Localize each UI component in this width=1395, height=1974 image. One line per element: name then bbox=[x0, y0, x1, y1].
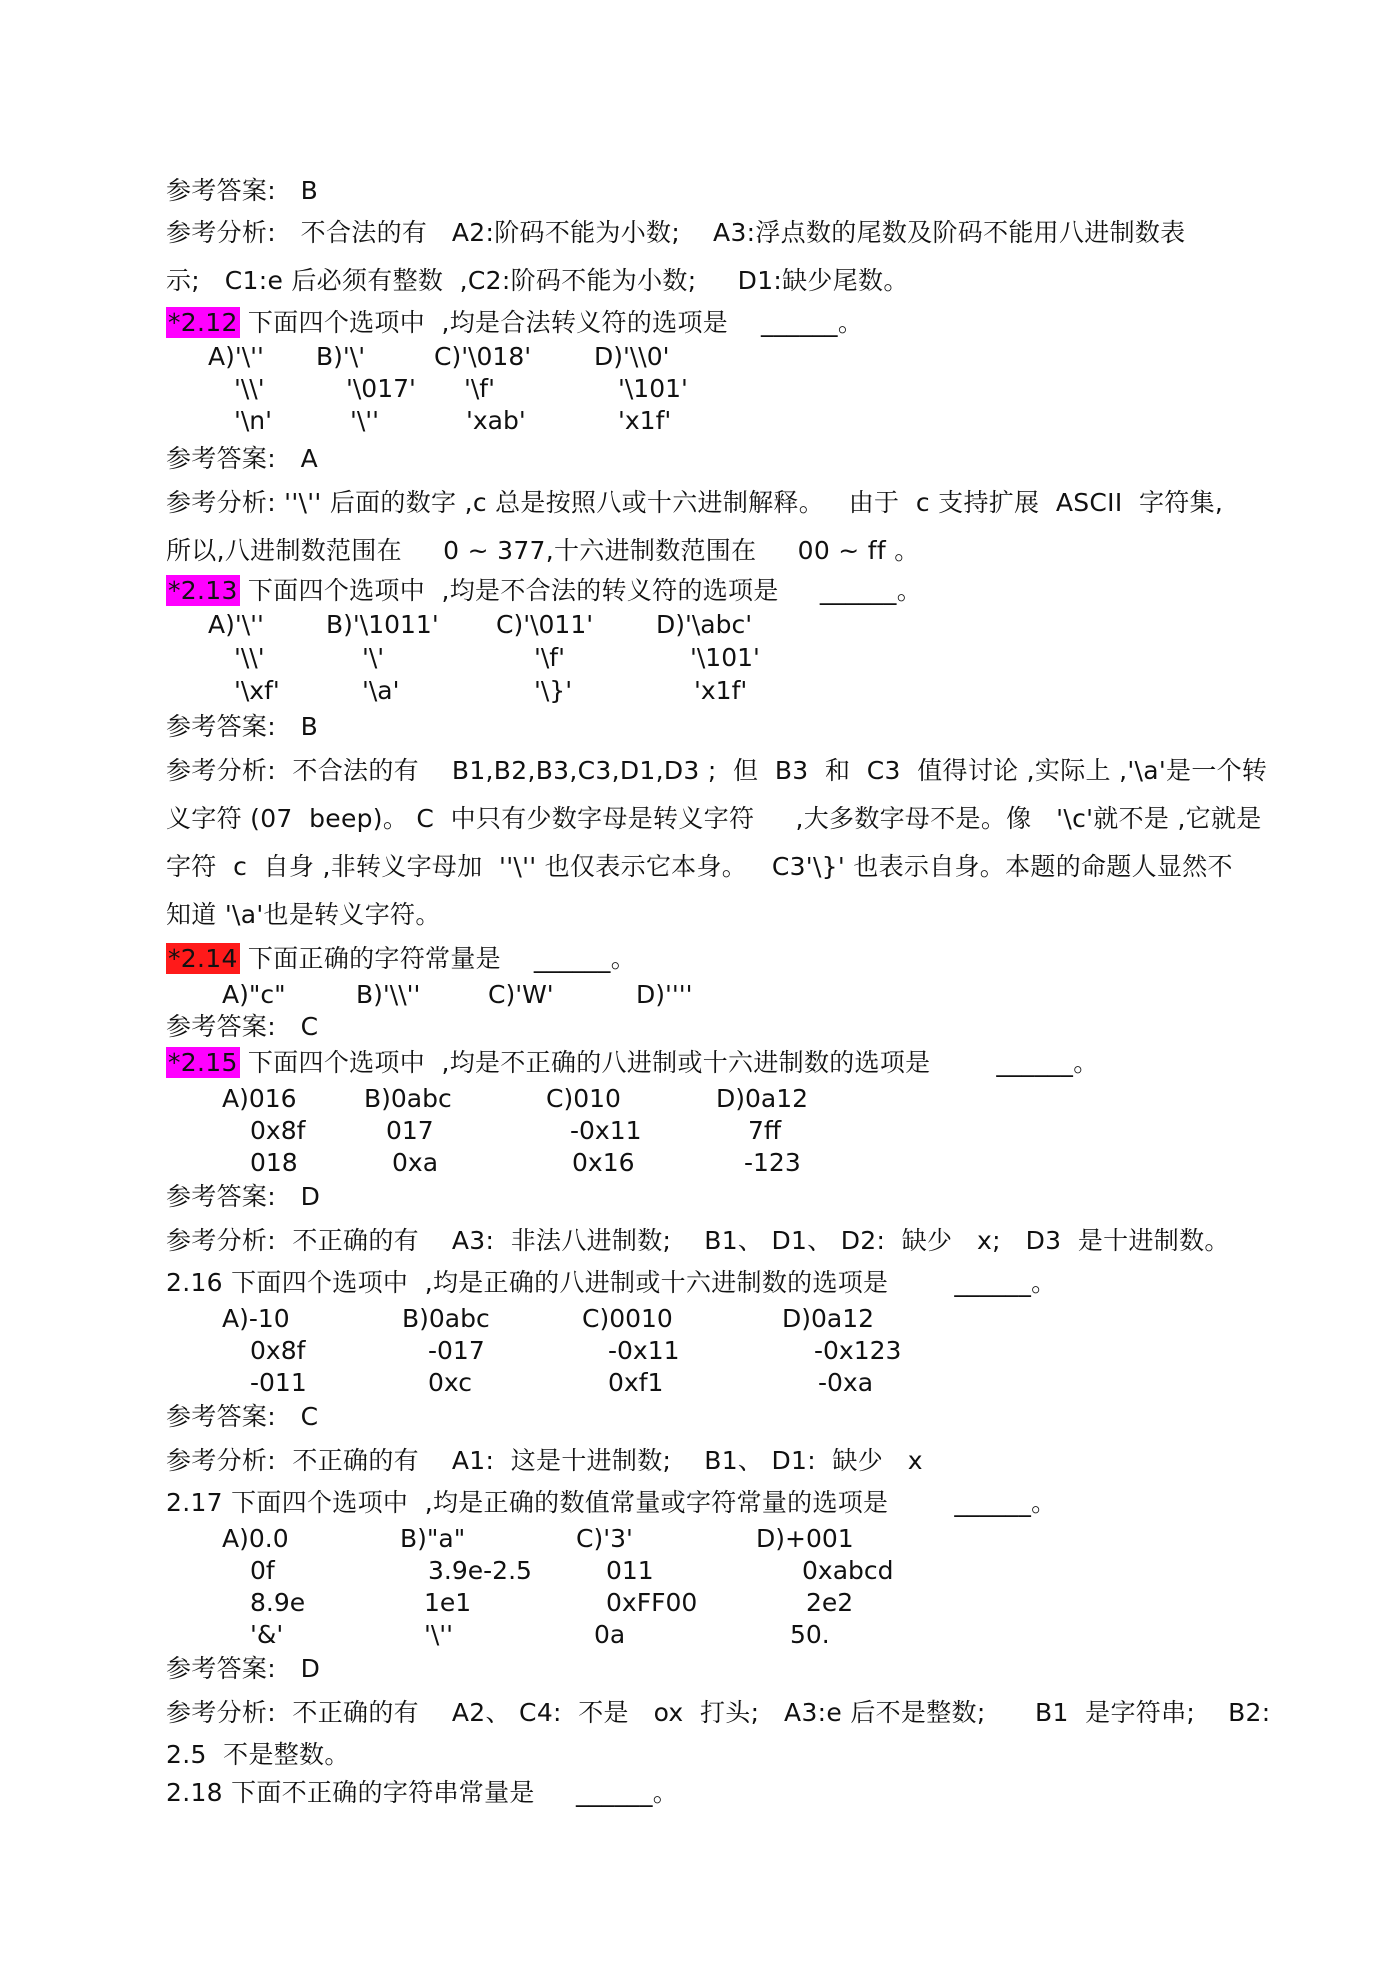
option-cell: 0xFF00 bbox=[606, 1588, 698, 1617]
option-cell: '\n' bbox=[234, 406, 273, 435]
option-cell: D)0a12 bbox=[716, 1084, 809, 1113]
option-cell: -011 bbox=[250, 1368, 307, 1397]
option-cell: '\f' bbox=[464, 374, 495, 403]
option-cell: A)'\'' bbox=[208, 610, 264, 639]
analysis-line: 参考分析: 不合法的有 B1,B2,B3,C3,D1,D3 ; 但 B3 和 C3 值得讨论 ,实际上 ,'\a'是一个转 bbox=[166, 756, 1268, 785]
question-text: 下面正确的字符常量是 ______。 bbox=[239, 944, 637, 973]
option-cell: D)0a12 bbox=[782, 1304, 875, 1333]
option-cell: B)'\' bbox=[316, 342, 366, 371]
option-cell: A)0.0 bbox=[222, 1524, 289, 1553]
option-cell: '\'' bbox=[350, 406, 380, 435]
analysis-line: 2.5 不是整数。 bbox=[166, 1740, 350, 1769]
question-2-17: 2.17 下面四个选项中 ,均是正确的数值常量或字符常量的选项是 ______。 bbox=[166, 1488, 1057, 1517]
question-number-highlight: *2.15 bbox=[168, 1048, 238, 1077]
option-cell: D)'\abc' bbox=[656, 610, 753, 639]
option-cell: 018 bbox=[250, 1148, 298, 1177]
analysis-line: 参考分析: 不正确的有 A2、 C4: 不是 ox 打头; A3:e 后不是整数; B1 是字符串; B2: bbox=[166, 1698, 1271, 1727]
answer-line: 参考答案: C bbox=[166, 1012, 319, 1041]
option-cell: '\\' bbox=[234, 374, 265, 403]
option-cell: B)0abc bbox=[364, 1084, 452, 1113]
option-cell: '\\' bbox=[234, 643, 265, 672]
option-cell: A)"c" bbox=[222, 980, 286, 1009]
option-cell: 011 bbox=[606, 1556, 654, 1585]
option-cell: '&' bbox=[250, 1620, 284, 1649]
answer-line: 参考答案: D bbox=[166, 1654, 321, 1683]
option-cell: -0x123 bbox=[814, 1336, 902, 1365]
option-cell: C)'W' bbox=[488, 980, 554, 1009]
option-cell: '\101' bbox=[690, 643, 760, 672]
question-text: 下面四个选项中 ,均是不正确的八进制或十六进制数的选项是 ______。 bbox=[239, 1048, 1099, 1077]
option-cell: 'x1f' bbox=[694, 676, 748, 705]
question-2-13 bbox=[166, 576, 922, 606]
option-cell: 0a bbox=[594, 1620, 626, 1649]
option-cell: '\' bbox=[362, 643, 385, 672]
option-cell: B)0abc bbox=[402, 1304, 490, 1333]
option-cell: C)010 bbox=[546, 1084, 621, 1113]
analysis-line: 字符 c 自身 ,非转义字母加 ''\'' 也仅表示它本身。 C3'\}' 也表示自身。本题的命题人显然不 bbox=[166, 852, 1233, 881]
analysis-line: 示; C1:e 后必须有整数 ,C2:阶码不能为小数; D1:缺少尾数。 bbox=[166, 266, 909, 295]
question-2-18: 2.18 下面不正确的字符串常量是 ______。 bbox=[166, 1778, 679, 1807]
option-cell: -0x11 bbox=[570, 1116, 642, 1145]
option-cell: 0f bbox=[250, 1556, 275, 1585]
option-cell: C)0010 bbox=[582, 1304, 673, 1333]
option-cell: 0x16 bbox=[572, 1148, 635, 1177]
answer-line: 参考答案: B bbox=[166, 712, 319, 741]
option-cell: A)-10 bbox=[222, 1304, 290, 1333]
analysis-line: 所以,八进制数范围在 0 ~ 377,十六进制数范围在 00 ~ ff 。 bbox=[166, 536, 920, 565]
option-cell: -0xa bbox=[818, 1368, 874, 1397]
analysis-line: 参考分析: 不正确的有 A1: 这是十进制数; B1、 D1: 缺少 x bbox=[166, 1446, 923, 1475]
option-cell: '\}' bbox=[534, 676, 573, 705]
question-2-15 bbox=[166, 1048, 1099, 1078]
option-cell: D)'''' bbox=[636, 980, 693, 1009]
question-number-highlight: *2.14 bbox=[168, 944, 238, 973]
question-2-12 bbox=[166, 308, 863, 338]
option-cell: 'x1f' bbox=[618, 406, 672, 435]
option-cell: C)'\018' bbox=[434, 342, 532, 371]
option-cell: 017 bbox=[386, 1116, 434, 1145]
option-cell: B)'\1011' bbox=[326, 610, 439, 639]
question-text: 下面四个选项中 ,均是不合法的转义符的选项是 ______。 bbox=[239, 576, 922, 605]
question-text: 下面四个选项中 ,均是合法转义符的选项是 ______。 bbox=[239, 308, 864, 337]
analysis-line: 义字符 (07 beep)。 C 中只有少数字母是转义字符 ,大多数字母不是。像 '\c'就不是 ,它就是 bbox=[166, 804, 1262, 833]
option-cell: 0xf1 bbox=[608, 1368, 664, 1397]
option-cell: D)'\\0' bbox=[594, 342, 670, 371]
option-cell: '\f' bbox=[534, 643, 565, 672]
option-cell: B)"a" bbox=[400, 1524, 466, 1553]
analysis-line: 参考分析: 不正确的有 A3: 非法八进制数; B1、 D1、 D2: 缺少 x; D3 是十进制数。 bbox=[166, 1226, 1230, 1255]
analysis-line: 参考分析: ''\'' 后面的数字 ,c 总是按照八或十六进制解释。 由于 c 支持扩展 ASCII 字符集, bbox=[166, 488, 1224, 517]
analysis-line: 参考分析: 不合法的有 A2:阶码不能为小数; A3:浮点数的尾数及阶码不能用八进制数表 bbox=[166, 218, 1186, 247]
option-cell: A)'\'' bbox=[208, 342, 264, 371]
option-cell: 0x8f bbox=[250, 1116, 306, 1145]
option-cell: -0x11 bbox=[608, 1336, 680, 1365]
analysis-line: 知道 '\a'也是转义字符。 bbox=[166, 900, 441, 929]
option-cell: '\a' bbox=[362, 676, 400, 705]
question-number-highlight: *2.13 bbox=[168, 576, 238, 605]
answer-line: 参考答案: B bbox=[166, 176, 319, 205]
question-2-14 bbox=[166, 944, 636, 974]
option-cell: B)'\\'' bbox=[356, 980, 421, 1009]
answer-line: 参考答案: D bbox=[166, 1182, 321, 1211]
question-2-16: 2.16 下面四个选项中 ,均是正确的八进制或十六进制数的选项是 ______。 bbox=[166, 1268, 1057, 1297]
option-cell: A)016 bbox=[222, 1084, 297, 1113]
answer-line: 参考答案: A bbox=[166, 444, 319, 473]
option-cell: '\'' bbox=[424, 1620, 454, 1649]
option-cell: C)'\011' bbox=[496, 610, 594, 639]
option-cell: D)+001 bbox=[756, 1524, 854, 1553]
option-cell: 0xa bbox=[392, 1148, 439, 1177]
option-cell: 1e1 bbox=[424, 1588, 472, 1617]
option-cell: C)'3' bbox=[576, 1524, 633, 1553]
option-cell: 7ff bbox=[748, 1116, 782, 1145]
option-cell: 50. bbox=[790, 1620, 830, 1649]
option-cell: 3.9e-2.5 bbox=[428, 1556, 532, 1585]
option-cell: '\017' bbox=[346, 374, 416, 403]
question-number-highlight: *2.12 bbox=[168, 308, 238, 337]
option-cell: -017 bbox=[428, 1336, 485, 1365]
option-cell: 0x8f bbox=[250, 1336, 306, 1365]
option-cell: -123 bbox=[744, 1148, 801, 1177]
option-cell: 8.9e bbox=[250, 1588, 306, 1617]
answer-line: 参考答案: C bbox=[166, 1402, 319, 1431]
option-cell: '\xf' bbox=[234, 676, 280, 705]
option-cell: 2e2 bbox=[806, 1588, 854, 1617]
option-cell: 'xab' bbox=[466, 406, 526, 435]
option-cell: '\101' bbox=[618, 374, 688, 403]
option-cell: 0xc bbox=[428, 1368, 473, 1397]
option-cell: 0xabcd bbox=[802, 1556, 894, 1585]
